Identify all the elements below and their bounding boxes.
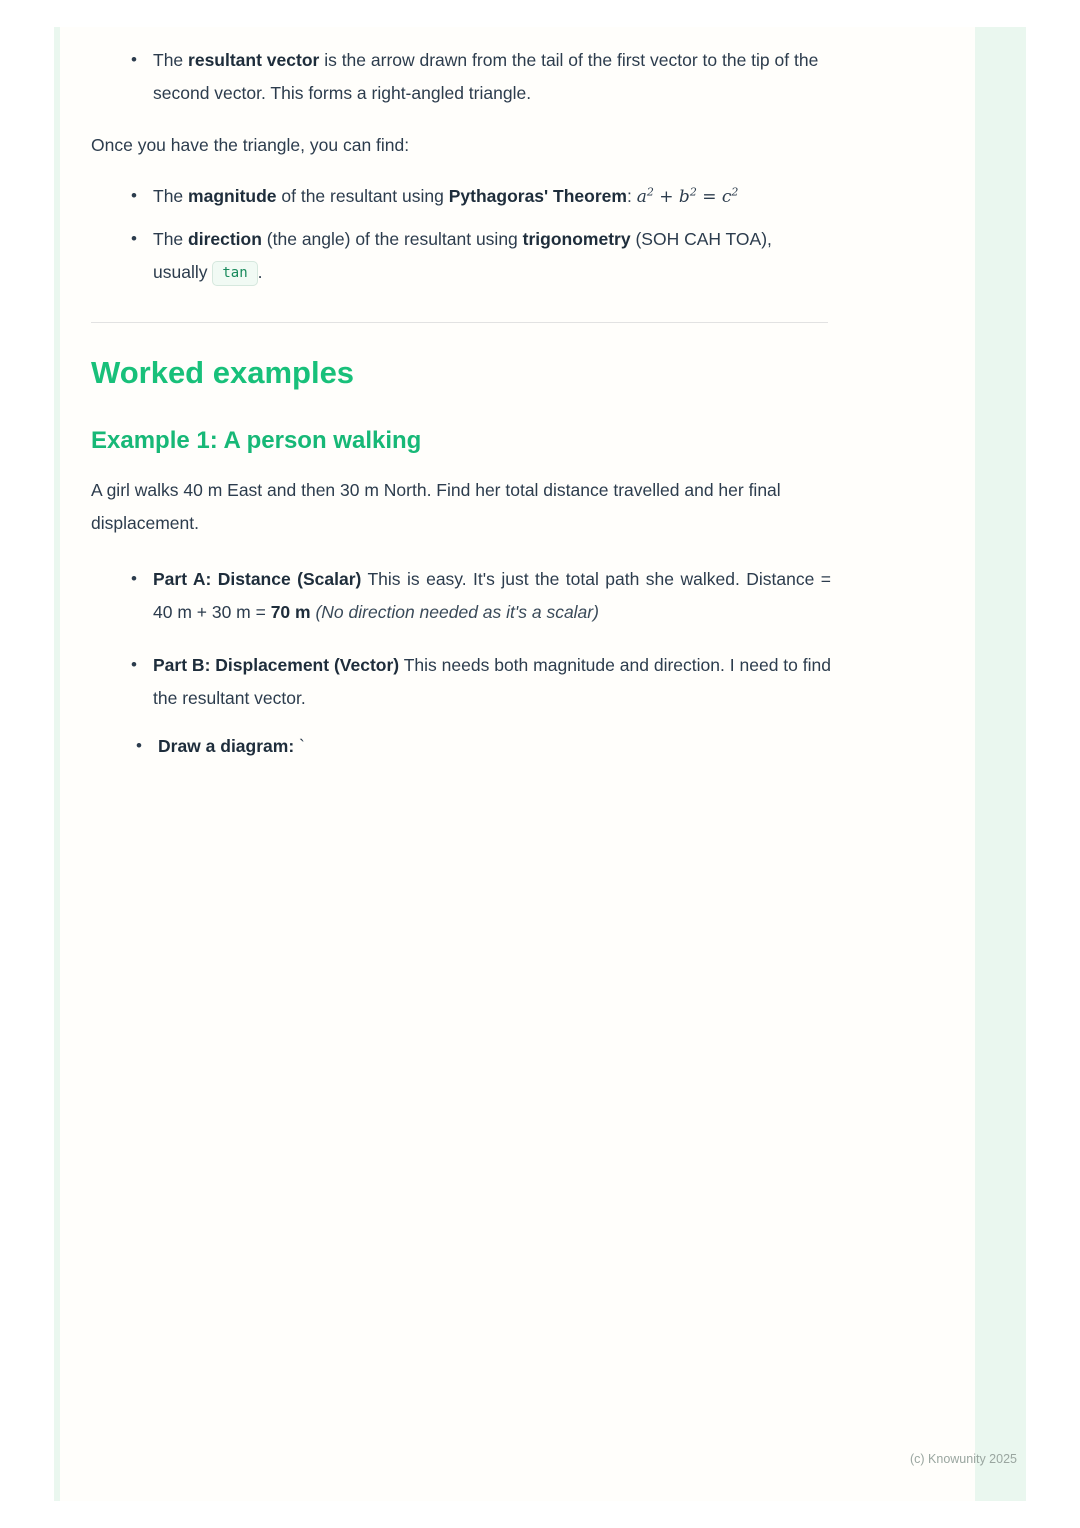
direction-end: .: [257, 262, 263, 283]
example-heading: Example 1: A person walking: [91, 426, 422, 454]
intro-paragraph: Once you have the triangle, you can find:: [91, 134, 410, 155]
draw-diagram-list: [91, 730, 831, 763]
find-bold-magnitude: magnitude: [188, 185, 277, 206]
find-bold-pythagoras: Pythagoras' Theorem: [448, 185, 627, 206]
part-a-value: 70 m: [270, 601, 311, 622]
section-divider: [91, 322, 828, 323]
find-prefix: The: [153, 185, 189, 206]
find-list: [91, 180, 831, 290]
list-item: [131, 44, 831, 111]
draw-diagram-label: Draw a diagram:: [158, 735, 295, 756]
list-item: [136, 730, 831, 763]
document-content: [91, 44, 831, 763]
direction-bold: direction: [188, 229, 262, 250]
bullet-text-bold: resultant vector: [188, 50, 320, 70]
part-a-text: This is easy. It's just the total path she walked. Distance = 40 m + 30 m =: [153, 568, 832, 622]
list-item: [131, 649, 831, 716]
tan-code-chip: tan: [212, 261, 257, 286]
page-title: Worked examples: [91, 354, 355, 390]
list-item: [131, 180, 831, 213]
draw-diagram-text: `: [294, 735, 305, 756]
bullet-text-suffix: is the arrow drawn from the tail of the first vector to the tip of the second vector. This forms a right-angled triangle.: [153, 50, 819, 104]
find-mid: of the resultant using: [276, 185, 449, 206]
direction-prefix: The: [153, 229, 189, 250]
bullet-text-prefix: The: [153, 50, 189, 70]
trigonometry-bold: trigonometry: [522, 229, 631, 250]
part-a-label: Part A: Distance (Scalar): [153, 568, 362, 589]
pythagoras-formula: $a^2 + b^2 = c^2$: [636, 185, 739, 207]
list-item: [131, 223, 831, 290]
direction-suffix: (SOH CAH TOA), usually: [153, 229, 772, 283]
part-a-note: (No direction needed as it's a scalar): [315, 601, 599, 622]
resultant-vector-list: [91, 44, 831, 111]
find-suffix: :: [626, 185, 632, 206]
example-problem-text: A girl walks 40 m East and then 30 m North. Find her total distance travelled and her final displacement.: [91, 480, 781, 534]
part-b-text: This needs both magnitude and direction. I need to find the resultant vector.: [153, 655, 832, 709]
copyright-footer: (c) Knowunity 2025: [909, 1452, 1017, 1466]
list-item: [131, 563, 831, 630]
example-parts-list: [91, 563, 831, 716]
direction-mid: (the angle) of the resultant using: [261, 229, 523, 250]
part-b-label: Part B: Displacement (Vector): [153, 655, 400, 676]
